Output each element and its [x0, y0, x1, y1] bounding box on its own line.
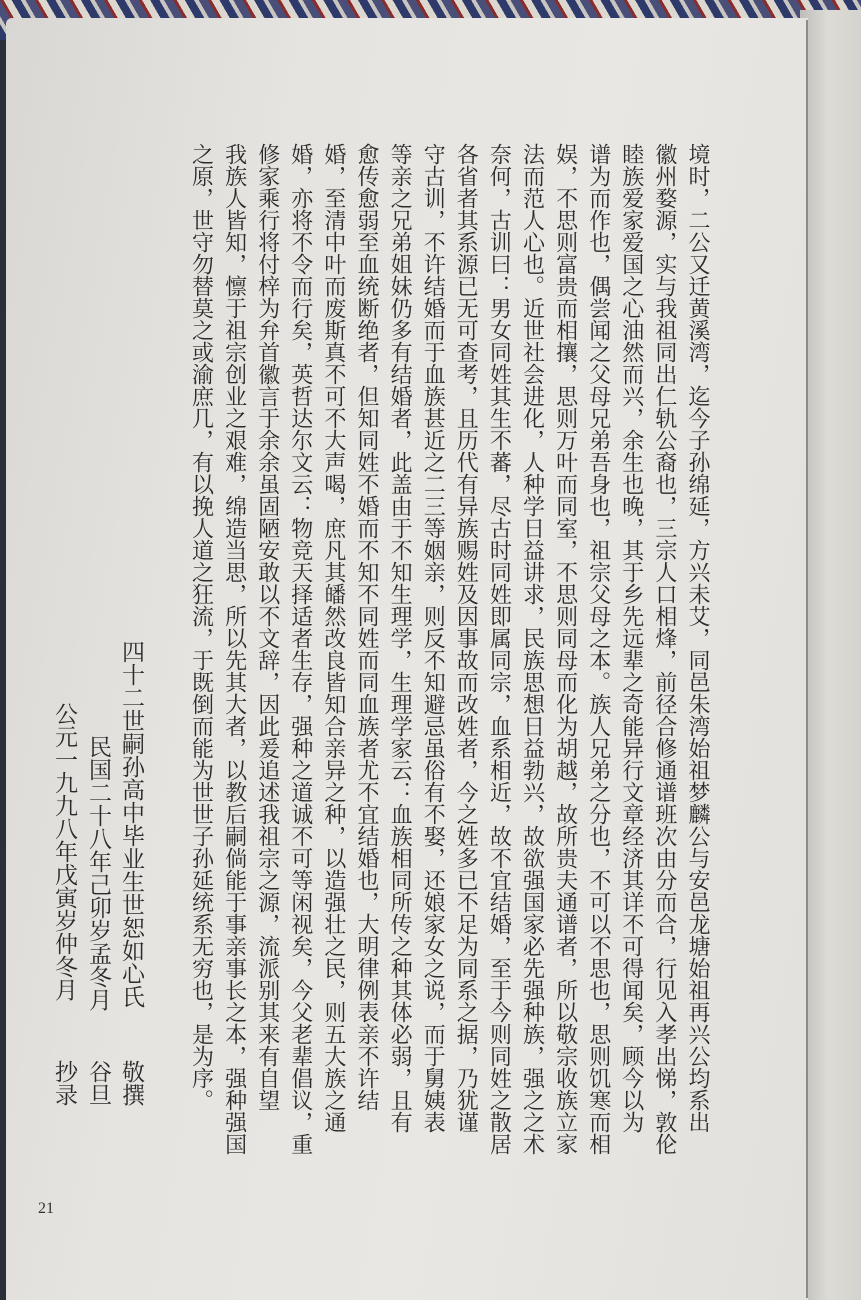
text-column: 愈传愈弱至血统断绝者，但知同姓不婚而不知不同姓而同血族者尤不宜结婚也，大明律例表亲不许结: [354, 143, 379, 1111]
signature-date-minguo: 民国二十八年己卯岁孟冬月: [85, 735, 111, 1011]
text-column: 婚，至清中叶而废斯真不可不大声喝，庶凡其皤然改良皆知合亲异之种，以造强壮之民，则五大族之通: [320, 143, 346, 1133]
text-column: 娱，不思则富贵而相攘，思则万叶而同室，不思则同母而化为胡越，故所贵夫通谱者，所以敬宗收族立家: [552, 143, 578, 1155]
text-column: 法而范人心也。近世社会进化，人种学日益讲求，民族思想日益勃兴，故欲强国家必先强种族，强之之术: [519, 143, 545, 1155]
signature-date-suffix: 谷旦: [85, 1060, 111, 1106]
text-column: 我族人皆知，懔于祖宗创业之艰难，绵造当思，所以先其大者，以教后嗣倘能于事亲事长之本，强种强国: [221, 143, 247, 1155]
text-column: 修家乘行将付梓为弁首徽言于余余虽固陋安敢以不文辞，因此爰追述我祖宗之源，流派别其来有自望: [254, 143, 280, 1111]
text-column: 守古训，不许结婚而于血族甚近之二三等姻亲，则反不知避忌虽俗有不娶，还娘家女之说，而于舅姨表: [420, 143, 446, 1133]
text-column: 等亲之兄弟姐妹仍多有结婚者，此盖由于不知生理学，生理学家云：血族相同所传之种其体必弱，且有: [387, 143, 413, 1133]
text-column: 奈何，古训曰：男女同姓其生不蕃，尽古时同姓即属同宗，血系相近，故不宜结婚，至于今则同姓之散居: [486, 143, 512, 1155]
text-column: 睦族爱家爱国之心油然而兴，余生也晚，其于乡先远辈之奇能异行文章经济其详不可得闻矣，顾今以为: [618, 143, 644, 1133]
text-column: 境时，二公又迁黄溪湾，迄今子孙绵延，方兴未艾，同邑朱湾始祖梦麟公与安邑龙塘始祖再兴公均系出: [685, 143, 710, 1133]
signature-author-action: 敬撰: [118, 1060, 144, 1106]
page-number: 21: [38, 1200, 54, 1217]
signature-date-gregorian: 公元一九九八年戊寅岁仲冬月: [51, 702, 77, 1001]
text-column: 谱为而作也，偶尝闻之父母兄弟吾身也，祖宗父母之本。族人兄弟之分也，不可以不思也，思则饥寒而相: [585, 143, 611, 1155]
text-column: 婚，亦将不令而行矣，英哲达尔文云：物竞天择适者生存，强种之道诚不可等闲视矣，今父老辈倡议，重: [287, 143, 313, 1155]
text-column: 各省者其系源已无可查考，且历代有异族赐姓及因事故而改姓者，今之姓多已不足为同系之据，乃犹谨: [453, 143, 479, 1133]
signature-copy-action: 抄录: [51, 1060, 77, 1106]
signature-author: 四十二世嗣孙高中毕业生世恕如心氏: [118, 640, 144, 1008]
text-column: 之原，世守勿替莫之或渝庶几，有以挽人道之狂流，于既倒而能为世世子孙延统系无穷也，是为序。: [188, 143, 214, 1111]
text-column: 徽州婺源，实与我祖同出仁轨公裔也，三宗人口相烽，前径合修通谱班次由分而合，行见入孝出悌，敦伦: [651, 143, 677, 1155]
next-page-edge: [800, 10, 861, 1300]
page-binding-edge: [806, 20, 808, 1298]
